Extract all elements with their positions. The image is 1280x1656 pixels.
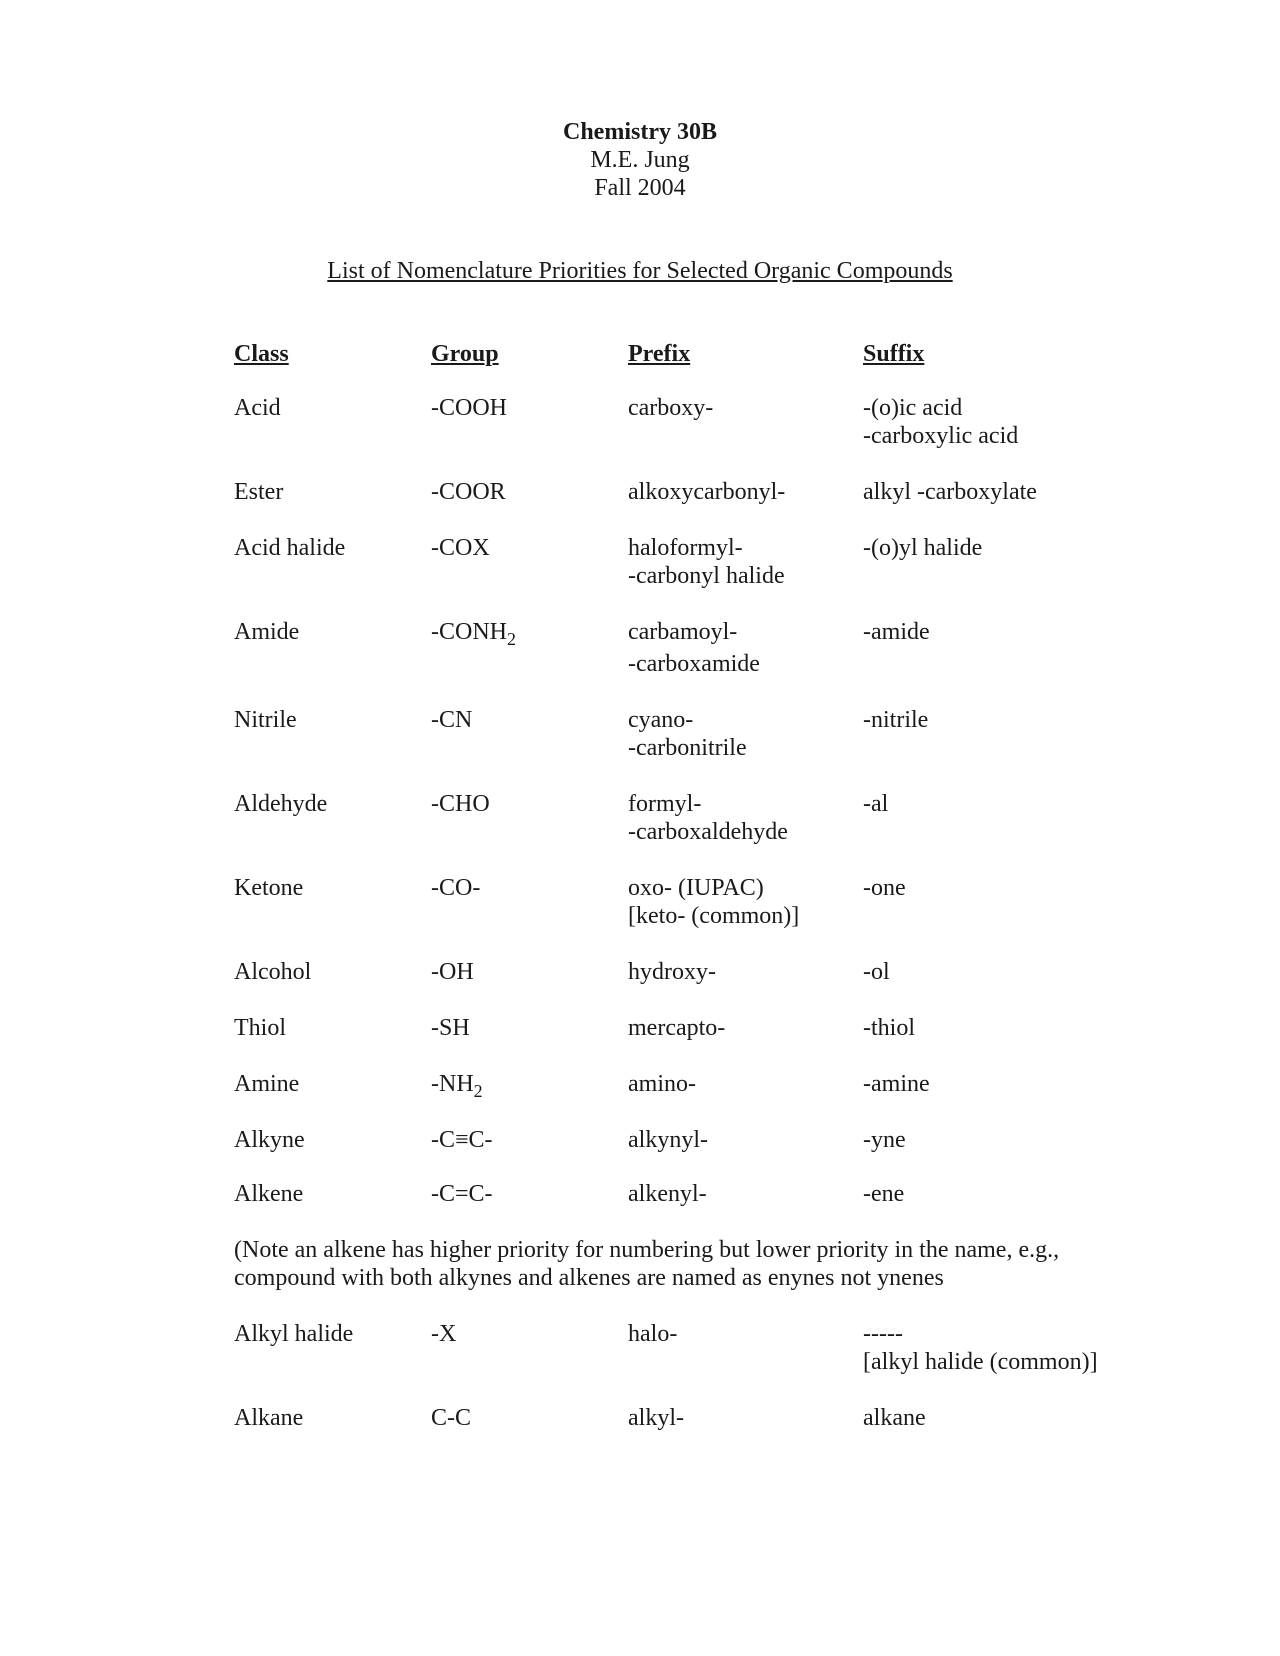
group-cell: -CHO <box>431 791 490 817</box>
group-cell: -COOR <box>431 479 506 505</box>
group-cell: -OH <box>431 959 474 985</box>
column-header-class: Class <box>234 341 289 367</box>
note-line-1: (Note an alkene has higher priority for numbering but lower priority in the name, e.g., <box>234 1237 1060 1263</box>
suffix-cell: -carboxylic acid <box>863 423 1019 449</box>
group-cell: -COX <box>431 535 490 561</box>
prefix-cell: halo- <box>628 1321 678 1347</box>
class-cell: Acid halide <box>234 535 346 561</box>
group-cell: -X <box>431 1321 457 1347</box>
prefix-cell: carboxy- <box>628 395 714 421</box>
prefix-cell: formyl- <box>628 791 702 817</box>
prefix-cell: -carboxaldehyde <box>628 819 788 845</box>
suffix-cell: alkane <box>863 1405 926 1431</box>
prefix-cell: -carboxamide <box>628 651 760 677</box>
suffix-cell: -(o)yl halide <box>863 535 983 561</box>
suffix-cell: -amine <box>863 1071 930 1097</box>
class-cell: Alkyne <box>234 1127 305 1153</box>
prefix-cell: mercapto- <box>628 1015 726 1041</box>
note-line-2: compound with both alkynes and alkenes are named as enynes not ynenes <box>234 1265 944 1291</box>
prefix-cell: alkynyl- <box>628 1127 708 1153</box>
suffix-cell: -(o)ic acid <box>863 395 963 421</box>
class-cell: Nitrile <box>234 707 297 733</box>
column-header-prefix: Prefix <box>628 341 691 367</box>
column-header-group: Group <box>431 341 499 367</box>
class-cell: Thiol <box>234 1015 286 1041</box>
prefix-cell: cyano- <box>628 707 694 733</box>
prefix-cell: oxo- (IUPAC) <box>628 875 764 901</box>
group-cell: -CN <box>431 707 473 733</box>
prefix-cell: alkyl- <box>628 1405 684 1431</box>
suffix-cell: alkyl -carboxylate <box>863 479 1037 505</box>
prefix-cell: alkenyl- <box>628 1181 707 1207</box>
class-cell: Alkene <box>234 1181 304 1207</box>
group-cell: -CO- <box>431 875 481 901</box>
suffix-cell: -one <box>863 875 906 901</box>
class-cell: Alkane <box>234 1405 304 1431</box>
group-cell: -SH <box>431 1015 470 1041</box>
course-title: Chemistry 30B <box>563 119 717 145</box>
prefix-cell: carbamoyl- <box>628 619 738 645</box>
group-cell: -C≡C- <box>431 1127 493 1153</box>
suffix-cell: -amide <box>863 619 930 645</box>
suffix-cell: -nitrile <box>863 707 929 733</box>
term: Fall 2004 <box>594 175 686 201</box>
class-cell: Amine <box>234 1071 300 1097</box>
prefix-cell: amino- <box>628 1071 696 1097</box>
class-cell: Ketone <box>234 875 304 901</box>
prefix-cell: haloformyl- <box>628 535 743 561</box>
group-cell: -COOH <box>431 395 507 421</box>
suffix-cell: -ene <box>863 1181 905 1207</box>
prefix-cell: -carbonyl halide <box>628 563 785 589</box>
class-cell: Alkyl halide <box>234 1321 354 1347</box>
prefix-cell: [keto- (common)] <box>628 903 800 929</box>
class-cell: Alcohol <box>234 959 312 985</box>
prefix-cell: hydroxy- <box>628 959 716 985</box>
instructor-name: M.E. Jung <box>590 147 690 173</box>
group-cell: -C=C- <box>431 1181 493 1207</box>
document-title: List of Nomenclature Priorities for Selected Organic Compounds <box>327 258 953 284</box>
prefix-cell: alkoxycarbonyl- <box>628 479 786 505</box>
suffix-cell: [alkyl halide (common)] <box>863 1349 1098 1375</box>
class-cell: Ester <box>234 479 284 505</box>
suffix-cell: -yne <box>863 1127 906 1153</box>
suffix-cell: ----- <box>863 1321 903 1347</box>
suffix-cell: -ol <box>863 959 890 985</box>
suffix-cell: -thiol <box>863 1015 915 1041</box>
group-cell: C-C <box>431 1405 472 1431</box>
class-cell: Amide <box>234 619 300 645</box>
group-cell: $-NH_2$ <box>431 1071 483 1101</box>
suffix-cell: -al <box>863 791 889 817</box>
class-cell: Acid <box>234 395 281 421</box>
class-cell: Aldehyde <box>234 791 328 817</box>
column-header-suffix: Suffix <box>863 341 925 367</box>
group-cell: $-CONH_2$ <box>431 619 516 649</box>
prefix-cell: -carbonitrile <box>628 735 747 761</box>
